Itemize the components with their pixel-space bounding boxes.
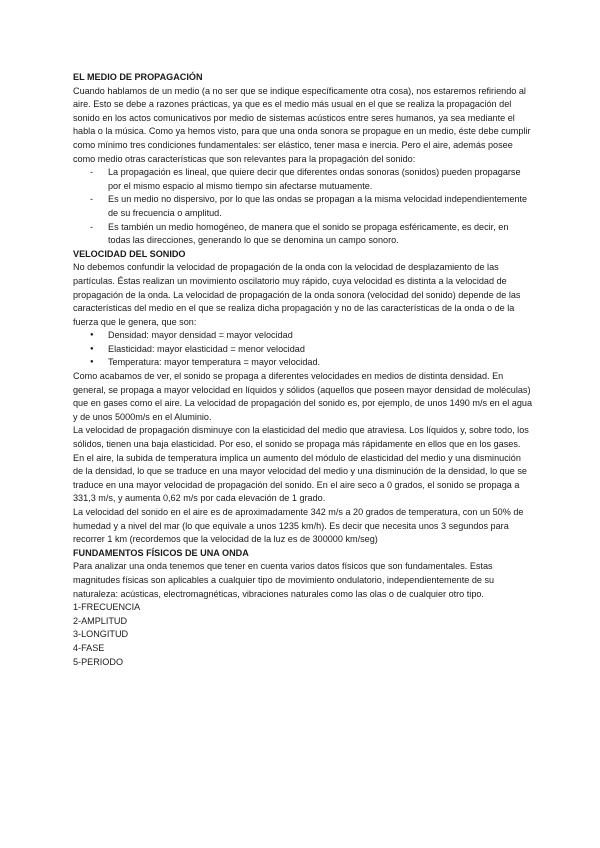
list-item: ● Densidad: mayor densidad = mayor velocidad <box>90 329 533 343</box>
list-item: ● Elasticidad: mayor elasticidad = menor velocidad <box>90 343 533 357</box>
dash-list-medio <box>73 166 533 248</box>
numbered-item: 5-PERIODO <box>73 656 124 667</box>
section-heading-velocidad: VELOCIDAD DEL SONIDO <box>73 248 186 259</box>
list-item: - Es un medio no dispersivo, por lo que las ondas se propagan a la misma velocidad independientemente de su frecuencia o amplitud. <box>90 193 533 220</box>
paragraph-velocidad-intro: No debemos confundir la velocidad de propagación de la onda con la velocidad de desplazamiento de las partículas. Éstas realizan un movimiento oscilatorio muy rápido, cuya velocidad es distinta a la velocidad de propagación de la onda. La velocidad de propagación de la onda sonora (velocidad del sonido) depende de las características del medio en el que se realiza dicha propagación y no de las características de la onda o de la fuerza que le genera, que son: <box>73 262 521 327</box>
numbered-item: 3-LONGITUD <box>73 629 129 640</box>
document-page <box>73 71 533 669</box>
paragraph-medio-intro: Cuando hablamos de un medio (a no ser que se indique específicamente otra cosa), nos estaremos refiriendo al aire. Esto se debe a razones prácticas, ya que es el medio más usual en el que se realiza la propagación del sonido en los actos comunicativos por medio de sistemas acústicos entre seres humanos, ya sea mediante el habla o la música. Como ya hemos visto, para que una onda sonora se propague en un medio, éste debe cumplir como mínimo tres condiciones fundamentales: ser elástico, tener masa e inercia. Pero el aire, además posee como medio otras características que son relevantes para la propagación del sonido: <box>73 85 531 164</box>
section-heading-fundamentos: FUNDAMENTOS FÍSICOS DE UNA ONDA <box>73 547 249 558</box>
list-item: - Es también un medio homogéneo, de manera que el sonido se propaga esféricamente, es decir, en todas las direcciones, generando lo que se denomina un campo sonoro. <box>90 221 533 248</box>
paragraph-fundamentos-intro: Para analizar una onda tenemos que tener en cuenta varios datos físicos que son fundamentales. Estas magnitudes físicas son aplicables a cualquier tipo de movimiento ondulatorio, independientemente de su naturaleza: acústicas, electromagnéticas, vibraciones naturales como las olas o de cualquier otro tipo. <box>73 561 495 599</box>
section-heading-medio: EL MEDIO DE PROPAGACIÓN <box>73 72 203 82</box>
paragraph-velocidad-2: La velocidad de propagación disminuye con la elasticidad del medio que atraviesa. Los líquidos y, sobre todo, los sólidos, tienen una baja elasticidad. Por eso, el sonido se propaga más rápidamente en ellos que en los gases. <box>73 425 529 450</box>
paragraph-velocidad-1: Como acabamos de ver, el sonido se propaga a diferentes velocidades en medios de distinta densidad. En general, se propaga a mayor velocidad en líquidos y sólidos (aquellos que poseen mayor densidad de moléculas) que en gases como el aire. La velocidad de propagación del sonido es, por ejemplo, de unos 1490 m/s en el agua y de unos 5000m/s en el Aluminio. <box>73 371 533 422</box>
numbered-item: 2-AMPLITUD <box>73 615 128 626</box>
paragraph-velocidad-3: En el aire, la subida de temperatura implica un aumento del módulo de elasticidad del medio y una disminución de la densidad, lo que se traduce en una mayor velocidad del medio y una disminución de la densidad, lo que se traduce en una mayor velocidad de propagación del sonido. En el aire seco a 0 grados, el sonido se propaga a 331,3 m/s, y aumenta 0,62 m/s por cada elevación de 1 grado. <box>73 452 527 504</box>
paragraph-velocidad-4: La velocidad del sonido en el aire es de aproximadamente 342 m/s a 20 grados de temperatura, con un 50% de humedad y a nivel del mar (lo que equivale a unos 1235 km/h). Es decir que necesita unos 3 segundos para recorrer 1 km (recordemos que la velocidad de la luz es de 300000 km/seg) <box>73 507 524 545</box>
list-item: - La propagación es lineal, que quiere decir que diferentes ondas sonoras (sonidos) pueden propagarse por el mismo espacio al mismo tiempo sin afectarse mutuamente. <box>90 166 533 193</box>
numbered-item: 1-FRECUENCIA <box>73 602 141 613</box>
list-item: ● Temperatura: mayor temperatura = mayor velocidad. <box>90 356 533 370</box>
bullet-list-velocidad <box>73 329 533 370</box>
numbered-item: 4-FASE <box>73 642 105 653</box>
